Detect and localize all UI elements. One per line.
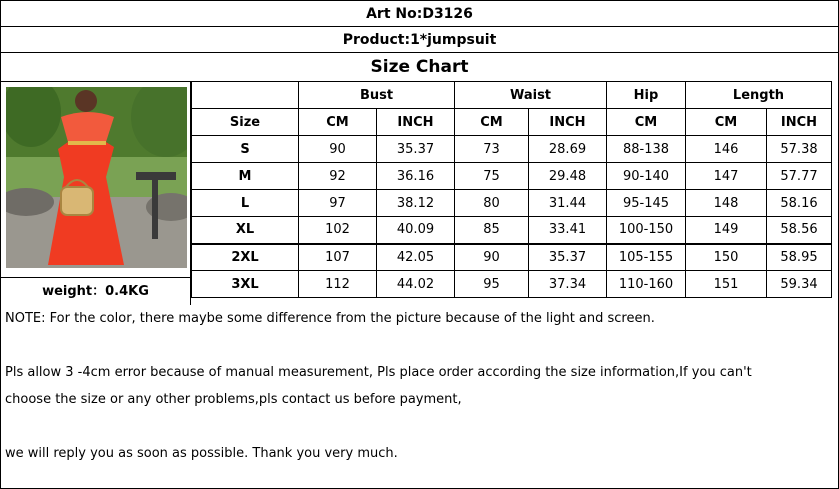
size-cell: M: [192, 163, 299, 190]
value-cell: 97: [299, 190, 377, 217]
value-cell: 35.37: [377, 136, 455, 163]
art-number: Art No:D3126: [1, 1, 838, 27]
value-cell: 42.05: [377, 244, 455, 271]
blank-header-cell: [192, 82, 299, 109]
note-contact: choose the size or any other problems,pls contact us before payment,: [5, 392, 462, 407]
value-cell: 150: [686, 244, 767, 271]
note-reply: we will reply you as soon as possible. Thank you very much.: [5, 446, 398, 461]
product-photo: [6, 87, 187, 268]
value-cell: 92: [299, 163, 377, 190]
value-cell: 90: [299, 136, 377, 163]
value-cell: 100-150: [607, 217, 686, 244]
value-cell: 95-145: [607, 190, 686, 217]
value-cell: 88-138: [607, 136, 686, 163]
value-cell: 28.69: [529, 136, 607, 163]
value-cell: 38.12: [377, 190, 455, 217]
size-cell: 3XL: [192, 271, 299, 298]
group-length: Length: [686, 82, 832, 109]
value-cell: 29.48: [529, 163, 607, 190]
note-color: NOTE: For the color, there maybe some difference from the picture because of the light and screen.: [5, 311, 655, 326]
group-hip: Hip: [607, 82, 686, 109]
unit-header: INCH: [767, 109, 832, 136]
value-cell: 107: [299, 244, 377, 271]
value-cell: 149: [686, 217, 767, 244]
notes-section: [5, 305, 835, 467]
value-cell: 40.09: [377, 217, 455, 244]
value-cell: 31.44: [529, 190, 607, 217]
note-error: Pls allow 3 -4cm error because of manual measurement, Pls place order according the size information,If you can't: [5, 365, 752, 380]
unit-header: INCH: [377, 109, 455, 136]
group-waist: Waist: [455, 82, 607, 109]
value-cell: 57.38: [767, 136, 832, 163]
value-cell: 90-140: [607, 163, 686, 190]
value-cell: 35.37: [529, 244, 607, 271]
table-row: [192, 190, 832, 217]
value-cell: 95: [455, 271, 529, 298]
unit-header: CM: [607, 109, 686, 136]
value-cell: 151: [686, 271, 767, 298]
size-header: Size: [192, 109, 299, 136]
value-cell: 75: [455, 163, 529, 190]
size-chart-title: Size Chart: [370, 57, 469, 77]
size-cell: L: [192, 190, 299, 217]
value-cell: 73: [455, 136, 529, 163]
group-header-row: [192, 82, 832, 109]
size-cell: XL: [192, 217, 299, 244]
value-cell: 59.34: [767, 271, 832, 298]
value-cell: 146: [686, 136, 767, 163]
weight-label: weight：0.4KG: [1, 277, 191, 305]
table-row: [192, 271, 832, 298]
unit-header: CM: [455, 109, 529, 136]
value-cell: 105-155: [607, 244, 686, 271]
value-cell: 147: [686, 163, 767, 190]
value-cell: 58.95: [767, 244, 832, 271]
table-row: [192, 244, 832, 271]
value-cell: 90: [455, 244, 529, 271]
value-cell: 37.34: [529, 271, 607, 298]
product-name: Product:1*jumpsuit: [1, 27, 838, 53]
unit-header: CM: [686, 109, 767, 136]
group-bust: Bust: [299, 82, 455, 109]
value-cell: 57.77: [767, 163, 832, 190]
product-photo-cell: [1, 81, 191, 277]
unit-header-row: [192, 109, 832, 136]
size-table: [191, 81, 832, 298]
value-cell: 33.41: [529, 217, 607, 244]
value-cell: 112: [299, 271, 377, 298]
value-cell: 36.16: [377, 163, 455, 190]
table-row: [192, 163, 832, 190]
unit-header: INCH: [529, 109, 607, 136]
value-cell: 58.56: [767, 217, 832, 244]
table-row: [192, 217, 832, 244]
size-cell: S: [192, 136, 299, 163]
value-cell: 44.02: [377, 271, 455, 298]
size-cell: 2XL: [192, 244, 299, 271]
unit-header: CM: [299, 109, 377, 136]
value-cell: 80: [455, 190, 529, 217]
value-cell: 85: [455, 217, 529, 244]
value-cell: 58.16: [767, 190, 832, 217]
value-cell: 148: [686, 190, 767, 217]
value-cell: 102: [299, 217, 377, 244]
table-row: [192, 136, 832, 163]
value-cell: 110-160: [607, 271, 686, 298]
